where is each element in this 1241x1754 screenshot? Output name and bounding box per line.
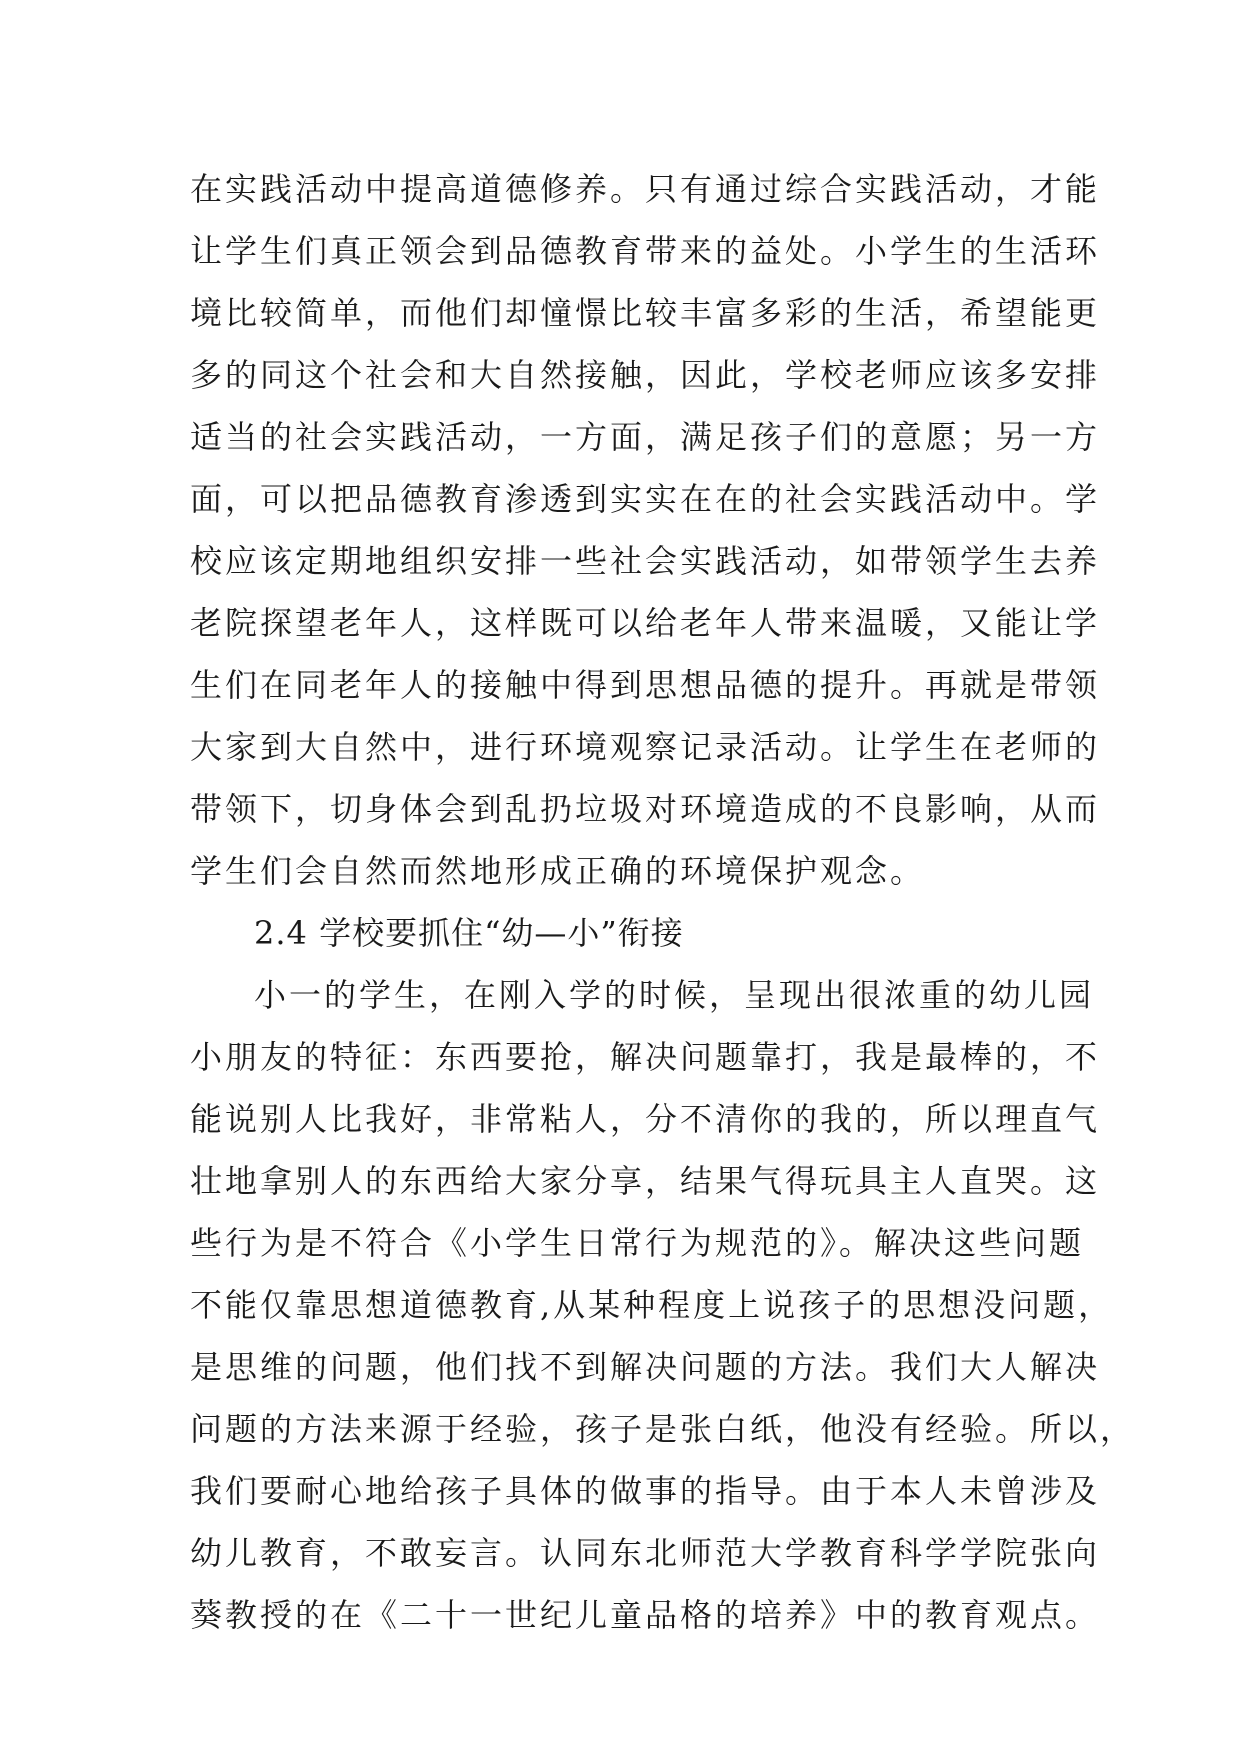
- paragraph-line: 小一的学生，在刚入学的时候，呈现出很浓重的幼儿园: [254, 976, 1095, 1014]
- paragraph-line: 壮地拿别人的东西给大家分享，结果气得玩具主人直哭。这: [190, 1162, 1101, 1200]
- paragraph-line: 我们要耐心地给孩子具体的做事的指导。由于本人未曾涉及: [190, 1472, 1101, 1510]
- paragraph-line: 些行为是不符合《小学生日常行为规范的》。解决这些问题: [190, 1224, 1085, 1262]
- paragraph-line: 多的同这个社会和大自然接触，因此，学校老师应该多安排: [190, 356, 1101, 394]
- paragraph-line: 不能仅靠思想道德教育,从某种程度上说孩子的思想没问题，: [190, 1286, 1114, 1324]
- paragraph-line: 生们在同老年人的接触中得到思想品德的提升。再就是带领: [190, 666, 1101, 704]
- paragraph-line: 面，可以把品德教育渗透到实实在在的社会实践活动中。学: [190, 480, 1101, 518]
- paragraph-line: 让学生们真正领会到品德教育带来的益处。小学生的生活环: [190, 232, 1101, 270]
- paragraph-line: 是思维的问题，他们找不到解决问题的方法。我们大人解决: [190, 1348, 1101, 1386]
- paragraph-line: 适当的社会实践活动，一方面，满足孩子们的意愿；另一方: [190, 418, 1101, 456]
- paragraph-line: 在实践活动中提高道德修养。只有通过综合实践活动，才能: [190, 170, 1101, 208]
- section-heading: 2.4 学校要抓住“幼—小”衔接: [254, 914, 684, 952]
- body-text: [190, 158, 1136, 1646]
- paragraph-line: 带领下，切身体会到乱扔垃圾对环境造成的不良影响，从而: [190, 790, 1101, 828]
- paragraph-line: 幼儿教育，不敢妄言。认同东北师范大学教育科学学院张向: [190, 1534, 1101, 1572]
- paragraph-line: 问题的方法来源于经验，孩子是张白纸，他没有经验。所以，: [190, 1410, 1136, 1448]
- paragraph-line: 葵教授的在《二十一世纪儿童品格的培养》中的教育观点。: [190, 1596, 1101, 1634]
- paragraph-line: 学生们会自然而然地形成正确的环境保护观念。: [190, 852, 926, 890]
- paragraph-line: 能说别人比我好，非常粘人，分不清你的我的，所以理直气: [190, 1100, 1101, 1138]
- paragraph-line: 小朋友的特征：东西要抢，解决问题靠打，我是最棒的，不: [190, 1038, 1101, 1076]
- paragraph-line: 老院探望老年人，这样既可以给老年人带来温暖，又能让学: [190, 604, 1101, 642]
- paragraph-line: 校应该定期地组织安排一些社会实践活动，如带领学生去养: [190, 542, 1101, 580]
- paragraph-line: 境比较简单，而他们却憧憬比较丰富多彩的生活，希望能更: [190, 294, 1101, 332]
- paragraph-line: 大家到大自然中，进行环境观察记录活动。让学生在老师的: [190, 728, 1101, 766]
